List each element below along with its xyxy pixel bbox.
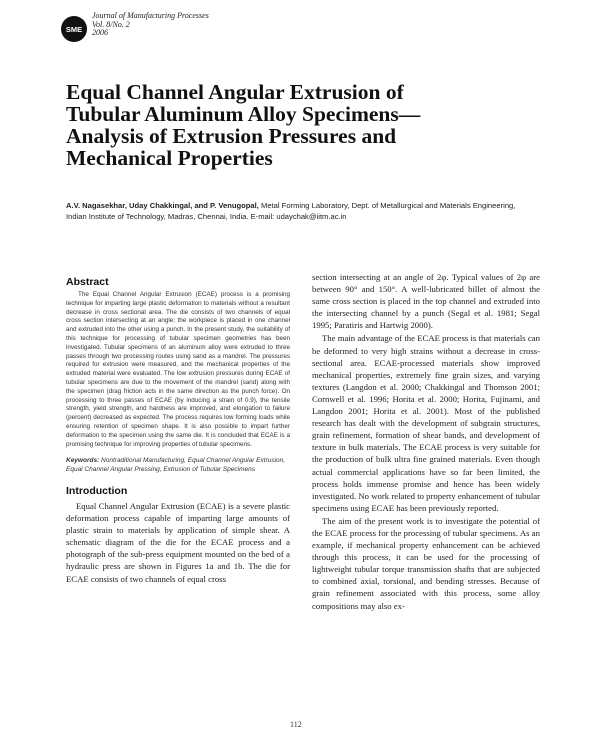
body-paragraph: The aim of the present work is to investigate the potential of the ECAE process for the processing of tubular specimens. As an example, if mechanical property enhancement can be achieved through this process, it can be used for the processing of lightweight tubular torque transmission shafts that are subjected to combined axial, torsional, and bending stresses. Because of grain refinement associated with this process, some alloy compositions may also ex- — [312, 515, 540, 611]
title-line: Mechanical Properties — [66, 146, 273, 170]
body-paragraph: The main advantage of the ECAE process is that materials can be deformed to very high strains without a decrease in cross-sectional area. ECAE-processed materials show improved mechanical properties, extremely fine grain sizes, and varying textures (Langdon et al. 2000; Chakkingal and Thomson 2001; Cornwell et al. 1996; Horita et al. 2000; Horita, Fujinami, and Langdon 2001; Horita et al. 2001). Most of the published research has dealt with the development of subgrain structures, grain refinement, formation of shear bands, and development of texture in bulk materials. The ECAE process is very suitable for the production of bulk ultra fine grained materials. Even though actual commercial applications have so far been limited, the process holds immense promise and hence has been widely investigated. No work related to property enhancement of tubular specimens using ECAE has been previously reported. — [312, 333, 540, 513]
journal-info — [92, 12, 209, 38]
keywords-text: Nontraditional Manufacturing, Equal Channel Angular Extrusion, Equal Channel Angular Pressing, Extrusion of Tubular Specimens — [66, 457, 286, 474]
author-affiliation: Metal Forming Laboratory, Dept. of Metallurgical and Materials Engineering, Indian Institute of Technology, Madras, Chennai, India. E-mail: udaychak@iitm.ac.in — [66, 201, 516, 221]
journal-volume: Vol. 8/No. 2 — [92, 19, 130, 29]
journal-masthead — [61, 12, 209, 42]
author-block — [66, 200, 536, 222]
abstract-text: The Equal Channel Angular Extrusion (ECAE) process is a promising technique for imparting large plastic deformation to materials without a resultant decrease in cross sectional area. The die consists of two channels of equal cross section intersecting at an angle; the workpiece is placed in one channel and extruded into the other using a punch. In the present study, the suitability of this technique for processing of tubular specimen geometries has been investigated. Tubular specimens of an aluminum alloy were extruded to three passes through two processing routes using sand as a mandrel. The pressures required for extrusion were measured, and the mechanical properties of the extruded material were evaluated. The low extrusion pressures during ECAE of tubular specimens are due to the movement of the mandrel (sand) along with the specimen (drag friction acts in the same direction as the punch force). On processing to three passes of ECAE (by inducing a strain of 0.9), the tensile strength, yield strength, and hardness are improved, and elongation to failure (percent) decreased as expected. The process requires low forming loads while ensuring retention of specimen shape. It is also possible to impart further deformation to the specimen using the same die. It is concluded that ECAE is a promising technique for improving properties of tubular specimens. — [66, 291, 290, 448]
paper-title — [66, 81, 486, 169]
title-line: Equal Channel Angular Extrusion of — [66, 80, 404, 104]
keywords — [66, 457, 290, 475]
abstract-heading: Abstract — [66, 276, 109, 288]
author-names: A.V. Nagasekhar, Uday Chakkingal, and P. Venugopal, — [66, 201, 259, 210]
title-line: Tubular Aluminum Alloy Specimens— — [66, 102, 421, 126]
keywords-label: Keywords: — [66, 457, 100, 465]
body-paragraph: section intersecting at an angle of 2φ. Typical values of 2φ are between 90° and 150°. A well-lubricated billet of almost the same cross section is placed in the top channel and extruded into the intersecting channel by a punch (Segal et al. 1981; Segal 1995; Paratiris and Hartwig 2000). — [312, 272, 540, 331]
title-line: Analysis of Extrusion Pressures and — [66, 124, 397, 148]
introduction-paragraph: Equal Channel Angular Extrusion (ECAE) is a severe plastic deformation process capable of imparting large amounts of plastic strain to materials by application of simple shear. A schematic diagram of the die for the ECAE process and a photograph of the sub-press equipment mounted on the bed of a hydraulic press are shown in Figures 1a and 1b. The die for ECAE consists of two channels of equal cross — [66, 500, 290, 584]
introduction-heading: Introduction — [66, 484, 128, 497]
page-number: 112 — [290, 720, 302, 729]
left-column — [66, 276, 290, 585]
journal-year: 2006 — [92, 28, 108, 37]
right-column — [312, 271, 540, 612]
journal-name: Journal of Manufacturing Processes — [92, 11, 209, 20]
sme-logo: SME — [61, 16, 87, 42]
